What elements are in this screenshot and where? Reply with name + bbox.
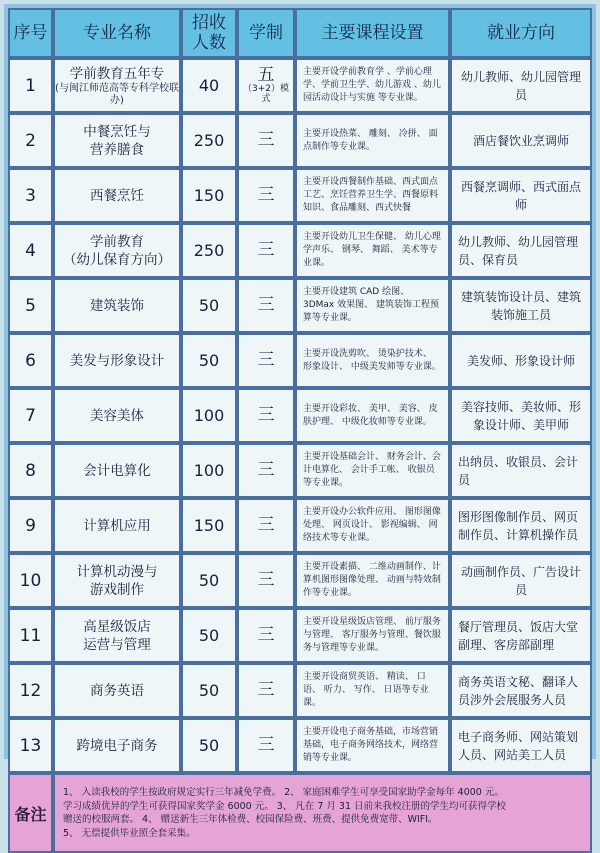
row-courses: 主要开设建筑 CAD 绘图、 3DMax 效果图、 建筑装饰工程预算等专业课。 <box>295 278 450 333</box>
row-no: 12 <box>8 663 53 718</box>
row-major-label: 计算机动漫与 <box>76 563 158 580</box>
row-major-label: 学前教育五年专 <box>69 65 165 82</box>
row-jobs: 商务英语文秘、翻译人员涉外会展服务人员 <box>450 663 592 718</box>
row-count: 50 <box>181 278 237 333</box>
row-years: 三 <box>237 663 295 718</box>
row-count: 50 <box>181 718 237 773</box>
row-jobs: 幼儿教师、幼儿园管理员、保育员 <box>450 223 592 278</box>
table-header-row <box>8 8 592 58</box>
row-years: 三 <box>237 443 295 498</box>
row-no: 13 <box>8 718 53 773</box>
row-count: 150 <box>181 498 237 553</box>
row-major <box>53 113 181 168</box>
row-count: 100 <box>181 443 237 498</box>
row-no: 1 <box>8 58 53 113</box>
notes-line: 学习成绩优异的学生可获得国家奖学金 6000 元。 3、 凡在 7 月 31 日前来我校注册的学生均可获得学校 <box>63 800 507 812</box>
table-row <box>8 388 592 443</box>
row-courses: 主要开设洗剪吹、 烫染护技术、 形象设计、 中级美发师等专业课。 <box>295 333 450 388</box>
header-no: 序号 <box>8 8 53 58</box>
notes-line: 赠送的校服两套。 4、 赠送新生三年体检费、校园保险费、班费、提供免费宽带、WIFI。 <box>63 814 438 825</box>
row-count: 250 <box>181 223 237 278</box>
row-major-label: 高星级饭店 <box>83 618 151 635</box>
row-years: 三 <box>237 553 295 608</box>
row-count: 100 <box>181 388 237 443</box>
row-major <box>53 58 181 113</box>
row-years: 三 <box>237 333 295 388</box>
notes-text <box>53 773 592 853</box>
row-jobs: 美发师、形象设计师 <box>450 333 592 388</box>
row-years: 三 <box>237 113 295 168</box>
row-courses: 主要开设西餐制作基础、西式面点工艺、烹饪营养卫生学、西餐原料知识、食品雕刻、西式快餐 <box>295 168 450 223</box>
row-years: 三 <box>237 608 295 663</box>
row-years-sub: （3+2）模式 <box>243 84 289 104</box>
row-major: 跨境电子商务 <box>53 718 181 773</box>
row-jobs: 幼儿教师、幼儿园管理员 <box>450 58 592 113</box>
row-courses: 主要开设学前教育学 、学前心理学、学前卫生学、幼儿游戏 、幼儿园活动设计与实施 等专业课。 <box>295 58 450 113</box>
row-years: 三 <box>237 388 295 443</box>
row-years <box>237 58 295 113</box>
row-major <box>53 223 181 278</box>
row-courses: 主要开设办公软件应用、 图形图像处理、 网页设计、 影视编辑、 网络技术等专业课。 <box>295 498 450 553</box>
header-count <box>181 8 237 58</box>
row-years: 三 <box>237 223 295 278</box>
table-row <box>8 608 592 663</box>
row-years: 三 <box>237 278 295 333</box>
row-courses: 主要开设电子商务基础，市场营销基础，电子商务网络技术，网络营销等专业课。 <box>295 718 450 773</box>
row-jobs: 电子商务师、网站策划人员、网站美工人员 <box>450 718 592 773</box>
majors-table <box>8 8 592 853</box>
row-count: 50 <box>181 663 237 718</box>
row-courses: 主要开设基础会计、 财务会计、会计电算化、 会计手工帐、 收银员等专业课。 <box>295 443 450 498</box>
row-count: 40 <box>181 58 237 113</box>
row-no: 11 <box>8 608 53 663</box>
row-jobs: 动画制作员、广告设计员 <box>450 553 592 608</box>
row-jobs: 酒店餐饮业烹调师 <box>450 113 592 168</box>
row-major-label: 中餐烹饪与 <box>83 123 151 140</box>
row-count: 50 <box>181 608 237 663</box>
row-no: 8 <box>8 443 53 498</box>
row-count: 50 <box>181 553 237 608</box>
row-major <box>53 553 181 608</box>
table-row <box>8 663 592 718</box>
row-no: 2 <box>8 113 53 168</box>
row-courses: 主要开设热菜、 雕刻、 冷拼、 面点制作等专业课。 <box>295 113 450 168</box>
table-row <box>8 113 592 168</box>
row-jobs: 图形图像制作员、网页制作员、计算机操作员 <box>450 498 592 553</box>
header-jobs: 就业方向 <box>450 8 592 58</box>
row-jobs: 餐厅管理员、饭店大堂副理、客房部副理 <box>450 608 592 663</box>
row-jobs: 建筑装饰设计员、建筑装饰施工员 <box>450 278 592 333</box>
header-courses: 主要课程设置 <box>295 8 450 58</box>
row-years: 三 <box>237 718 295 773</box>
row-years-label: 五 <box>257 65 275 85</box>
row-major: 商务英语 <box>53 663 181 718</box>
table-row <box>8 278 592 333</box>
row-major-label2: 游戏制作 <box>90 581 144 598</box>
row-jobs: 出纳员、收银员、会计员 <box>450 443 592 498</box>
row-count: 150 <box>181 168 237 223</box>
table-row <box>8 58 592 113</box>
table-row <box>8 498 592 553</box>
row-courses: 主要开设星级饭店管理、 前厅服务与管理、 客厅服务与管理、餐饮服务与管理等专业课。 <box>295 608 450 663</box>
table-row <box>8 553 592 608</box>
row-count: 50 <box>181 333 237 388</box>
row-major: 会计电算化 <box>53 443 181 498</box>
notes-line: 5、 无偿提供毕业照全套采集。 <box>63 827 196 839</box>
table-row <box>8 223 592 278</box>
row-major-label2: 营养膳食 <box>90 141 144 158</box>
row-jobs: 西餐烹调师、西式面点师 <box>450 168 592 223</box>
row-no: 9 <box>8 498 53 553</box>
row-no: 5 <box>8 278 53 333</box>
table-row <box>8 443 592 498</box>
notes-row <box>8 773 592 853</box>
row-courses: 主要开设幼儿卫生保健、 幼儿心理学声乐、 钢琴、 舞蹈、 美术等专业课。 <box>295 223 450 278</box>
header-count-line2: 人数 <box>192 33 226 53</box>
row-years: 三 <box>237 168 295 223</box>
row-major-label2: 运营与管理 <box>83 636 151 653</box>
row-major: 西餐烹饪 <box>53 168 181 223</box>
row-count: 250 <box>181 113 237 168</box>
row-jobs: 美容技师、美妆师、形象设计师、美甲师 <box>450 388 592 443</box>
header-years: 学制 <box>237 8 295 58</box>
row-no: 10 <box>8 553 53 608</box>
row-no: 6 <box>8 333 53 388</box>
header-count-line1: 招收 <box>192 13 226 33</box>
row-major <box>53 608 181 663</box>
table-row <box>8 718 592 773</box>
row-courses: 主要开设商贸英语、 精读、 口语、 听力、 写作、 日语等专业课。 <box>295 663 450 718</box>
row-major-label: 学前教育 <box>90 233 144 250</box>
notes-label: 备注 <box>8 773 53 853</box>
row-no: 4 <box>8 223 53 278</box>
table-row <box>8 168 592 223</box>
table-row <box>8 333 592 388</box>
row-major-sub: (与闽江师范高等专科学校联办) <box>55 82 179 106</box>
row-major-label2: （幼儿保育方向） <box>63 251 171 268</box>
notes-line: 1、 入读我校的学生按政府规定实行三年减免学费。 2、 家庭困难学生可享受国家助学金每年 4000 元。 <box>63 787 504 798</box>
enrollment-sheet <box>4 4 596 839</box>
row-major: 计算机应用 <box>53 498 181 553</box>
row-courses: 主要开设彩妆、 美甲、 美容、 皮肤护理、 中级化妆师等专业课。 <box>295 388 450 443</box>
row-major: 美发与形象设计 <box>53 333 181 388</box>
row-major: 建筑装饰 <box>53 278 181 333</box>
row-no: 3 <box>8 168 53 223</box>
row-major: 美容美体 <box>53 388 181 443</box>
header-major: 专业名称 <box>53 8 181 58</box>
row-no: 7 <box>8 388 53 443</box>
row-courses: 主要开设素描、 二维动画制作、计算机图形图像处理、 动画与特效制作等专业课。 <box>295 553 450 608</box>
row-years: 三 <box>237 498 295 553</box>
